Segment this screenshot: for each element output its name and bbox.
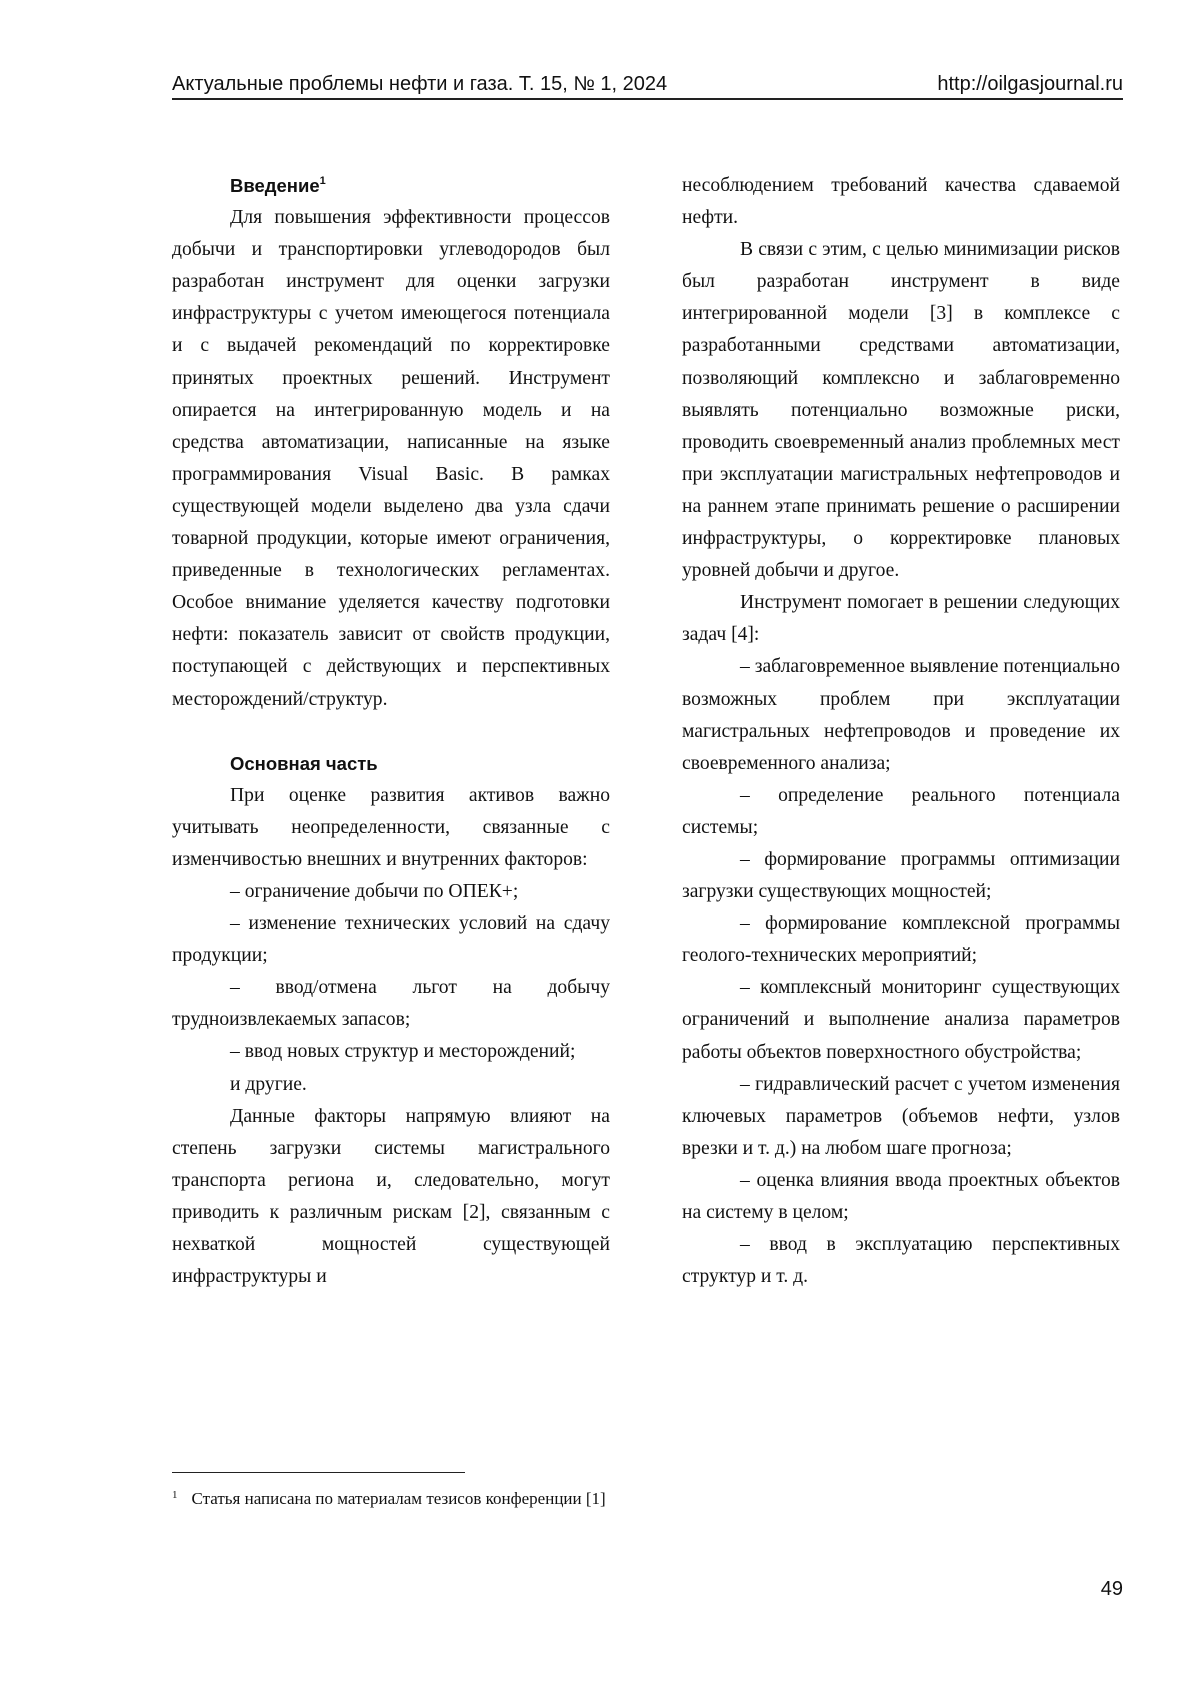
continuation-text: несоблюдением требований качества сдаваемой нефти. [682, 175, 1120, 229]
factor-item: – ограничение добычи по ОПЕК+; [230, 880, 519, 902]
task-item: – заблаговременное выявление потенциально возможных проблем при эксплуатации магистральных нефтепроводов и проведение их своевременного анализа; [682, 656, 1120, 774]
left-column [172, 170, 610, 1293]
page-number: 49 [1100, 1578, 1123, 1600]
right-column [682, 170, 1120, 1293]
intro-heading [172, 170, 610, 202]
factor-item: – ввод новых структур и месторождений; [230, 1041, 576, 1063]
task-item: – гидравлический расчет с учетом изменения ключевых параметров (объемов нефти, узлов врезки и т. д.) на любом шаге прогноза; [682, 1073, 1120, 1159]
risk-paragraph: В связи с этим, с целью минимизации рисков был разработан инструмент в виде интегрированной модели [3] в комплексе с разработанными средствами автоматизации, позволяющий комплексно и заблаговременно выявлять потенциально возможные риски, проводить своевременный анализ проблемных мест при эксплуатации магистральных нефтепроводов и на раннем этапе принимать решение о расширении инфраструктуры, о корректировке плановых уровней добычи и другое. [682, 239, 1120, 582]
factor-item: – ввод/отмена льгот на добычу трудноизвлекаемых запасов; [172, 977, 610, 1031]
tasks-intro: Инструмент помогает в решении следующих задач [4]: [682, 592, 1120, 646]
factor-item: – изменение технических условий на сдачу продукции; [172, 913, 610, 967]
main-paragraph: При оценке развития активов важно учитывать неопределенности, связанные с изменчивостью внешних и внутренних факторов: [172, 784, 610, 870]
task-item: – определение реального потенциала системы; [682, 784, 1120, 838]
main-heading: Основная часть [230, 752, 378, 774]
task-item: – ввод в эксплуатацию перспективных структур и т. д. [682, 1234, 1120, 1288]
task-item: – формирование комплексной программы геолого-технических мероприятий; [682, 913, 1120, 967]
footnote-reference: 1 [319, 175, 326, 187]
intro-paragraph: Для повышения эффективности процессов добычи и транспортировки углеводородов был разработан инструмент для оценки загрузки инфраструктуры с учетом имеющегося потенциала и с выдачей рекомендаций по корректировке принятых проектных решений. Инструмент опирается на интегрированную модель и на средства автоматизации, написанные на языке программирования Visual Basic. В рамках существующей модели выделено два узла сдачи товарной продукции, которые имеют ограничения, приведенные в технологических регламентах. Особое внимание уделяется качеству подготовки нефти: показатель зависит от свойств продукции, поступающей с действующих и перспективных месторождений/структур. [172, 207, 610, 710]
task-item: – комплексный мониторинг существующих ограничений и выполнение анализа параметров работы объектов поверхностного обустройства; [682, 977, 1120, 1063]
factor-item: и другие. [230, 1073, 307, 1095]
footnote-mark: 1 [172, 1489, 178, 1501]
task-item: – формирование программы оптимизации загрузки существующих мощностей; [682, 848, 1120, 903]
footnote-divider [172, 1472, 465, 1473]
journal-title: Актуальные проблемы нефти и газа. Т. 15, № 1, 2024 [172, 73, 668, 95]
journal-url: http://oilgasjournal.ru [937, 73, 1123, 95]
intro-heading-text: Введение [230, 175, 320, 196]
task-item: – оценка влияния ввода проектных объектов на систему в целом; [682, 1169, 1120, 1223]
footnote-text: Статья написана по материалам тезисов конференции [1] [191, 1489, 606, 1508]
factors-paragraph: Данные факторы напрямую влияют на степень загрузки системы магистрального транспорта региона и, следовательно, могут приводить к различным рискам [2], связанным с нехваткой мощностей существующей инфраструктуры и [172, 1105, 610, 1288]
running-header [172, 68, 1123, 100]
footnote [172, 1487, 610, 1510]
